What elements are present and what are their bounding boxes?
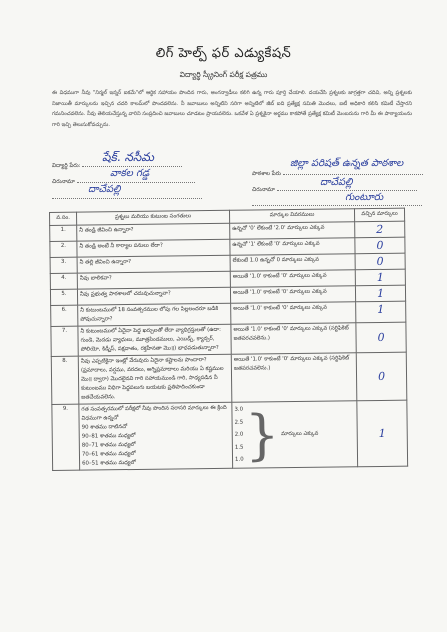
row-rule: లేకుంటే 1.0 ఉన్నచో 0 మార్కులు ఎక్కువ: [230, 254, 355, 272]
row-mark: 1: [376, 286, 385, 300]
form-subtitle: విద్యార్థి స్క్రీనింగ్ పరీక్ష పత్రము: [179, 70, 268, 79]
row-rule: ఉన్నచో '1' లేకుంటే '0' మార్కులు ఎక్కువ: [230, 238, 355, 256]
grade-point: 1.5: [234, 444, 244, 451]
row-mark: 0: [377, 369, 386, 383]
row-number: 1.: [50, 225, 77, 241]
row-question: నీవు ప్రభుత్వ పాఠశాలలో చదువుచున్నావా?: [77, 287, 230, 305]
row-question: నీ కుటుంబములో 18 సంవత్సరముల లోపు గల పిల్లలందరూ బడికి పోవుచున్నారా?: [78, 303, 231, 326]
row-question: నీవు బాలికవా?: [77, 271, 230, 289]
grade-points-list: [234, 404, 243, 467]
table-row: [51, 352, 407, 404]
row-number: 7.: [51, 326, 78, 356]
grade-range: 90 శాతము దాటినచో: [81, 424, 128, 431]
row-number: 3.: [50, 257, 77, 273]
header-marks-obtained: వచ్చిన మార్కులు: [354, 208, 404, 222]
school-name-value: జిల్లా పరిషత్ ఉన్నత పాఠశాల: [290, 158, 404, 169]
row-rule: [232, 401, 358, 469]
row-question: [79, 402, 233, 470]
row-mark: 0: [376, 238, 384, 253]
grade-question-text: గత సంవత్సరములో పరీక్షలో నీవు పొందిన సరాసరి మార్కులు ఈ క్రింది విధముగా ఉన్నచో: [81, 404, 227, 422]
table-row: [51, 322, 406, 356]
address-right-line-2: [252, 199, 422, 208]
header-questions: ప్రశ్నలు మరియు కుటుంబ సంగతులు: [77, 210, 230, 225]
row-question: నీ కుటుంబములో ఏదైనా పెద్ద ఖర్చులతో లేదా వ్యాధిగ్రస్తులతో (ఉదా: గుండె, మెదడు వ్యాధులు, మూత్రపిండములు, ఎయిడ్స్, క్యాన్సర్, పోలియో, కిడ్నీస్, పక్షవాతం, రక్తహీనతా మొ॥) భాధపడుతున్నారా?: [78, 324, 231, 356]
row-mark: 1: [377, 302, 385, 316]
student-name-label: విద్యార్థి పేరు:: [52, 163, 81, 169]
row-rule: అయితే '1.0' కాకుంటే '0' మార్కులు ఎక్కువ: [231, 302, 356, 325]
address-right-value-1: దాచేపల్లి: [320, 177, 353, 188]
school-name-label: పాఠశాల పేరు: [252, 171, 281, 177]
grade-range: 90–81 శాతము మధ్యలో: [81, 432, 136, 440]
table-row: [52, 400, 408, 470]
header-serial: వ.సం.: [50, 212, 77, 225]
row-rule: అయితే '1.0' కాకుంటే '0' మార్కులు ఎక్కువ: [230, 270, 355, 288]
brace-icon: }: [244, 402, 280, 467]
student-name-value: షేక్. నసీమ: [102, 150, 154, 164]
header-marks-details: మార్కుల వివరములు: [229, 209, 354, 224]
row-mark: 0: [377, 330, 385, 344]
grade-range: 70–61 శాతము మధ్యలో: [81, 450, 136, 458]
address-right-value-2: గుంటూరు: [345, 192, 384, 203]
grade-point: 2.5: [234, 419, 244, 426]
grade-range: 80–71 శాతము మధ్యలో: [81, 441, 136, 449]
form-title: లిగ్ హెల్ప్ ఫర్ ఎడ్యుకేషన్: [155, 46, 292, 61]
scoring-table: [49, 208, 408, 471]
grade-range-list: [82, 422, 231, 469]
grade-range: 60–51 శాతము మధ్యలో: [82, 459, 136, 467]
row-question: నీ తండ్రి అంటే నీ కార్యాల పనులు లేదా?: [77, 239, 230, 257]
row-question: నీవు ఎప్పటికైనా ఇంట్లో వేరువురు ఏదైనా కష్టాలను పొందారా? (ప్రమాదాలు, వర్షము, వరదలు, అగ్నిప్రమాదాలు మరియు ఏ కష్టముల మొ॥ ద్వారా) మొదలైనవి గారి సహాయముండి గారి, సాధ్యపడిన నీ కుటుంబము విధిగా పెద్దపలుగు బయటకు ప్రతిపాదించకుండా జతచేయవలెను.: [78, 354, 232, 404]
row-rule: అయితే '1.0' కాకుంటే '0' మార్కులు ఎక్కువ (సర్టిఫికెట్ జతపరచవలెను.): [231, 323, 356, 355]
row-question: నీ తండ్రి జీవించి ఉన్నారా?: [77, 223, 230, 241]
row-mark: 1: [376, 270, 384, 284]
address-line-2: [52, 192, 202, 201]
address-value-2: దాచేపల్లి: [88, 184, 121, 195]
instructions-paragraph: ఈ విధముగా నీవు "నిర్మల్ ఇన్నర్ ఐకమే"లో ఆర్థిక సహాయం పొందిన గారు, అంగన్వాడీలు కలిగి ఉన్న గారు పూర్తి చేయాలి. దయచేసి ప్రశ్నలకు జాగ్రత్తగా చదివి, అన్ని ప్రశ్నలకు నిజాయితీ మార్కులను ఇచ్చిన చదరి కాలమ్‌లో పొందవలెను. నీ జవాబులు అన్నిటిని సరిగా అన్నిటిలో జీబ్ ఐది ప్రత్యేక్ష సమితి మొదలు, ఐటీ అధికారి కలిసి కమిటీ చేస్తారని గమనించవలెను. నీవు తెలియచేస్తున్న వారిని సంప్రదించి జవాబులు చూడటం ప్రాయవలెను. ఒకవేళ ఏ ప్రశ్నకైనా అర్థము కాకపోతే ప్రత్యేక్ష కమిటీ మెంబరును గారి మీ ఈ పాఠ్యాయంను గారి ఇచ్చి తెలుసుకోవచ్చును.: [52, 90, 412, 128]
row-number: 2.: [50, 241, 77, 257]
row-mark: 0: [376, 254, 384, 269]
row-rule: అయితే '1.0' కాకుంటే '0' మార్కులు ఎక్కువ: [230, 286, 355, 304]
row-number: 8.: [51, 356, 79, 404]
row-question: నీ తల్లి జీవించి ఉన్నారా?: [77, 255, 230, 273]
row-mark: 2: [376, 222, 384, 237]
row-number: 4.: [50, 273, 77, 289]
row-rule: అయితే '1.0' కాకుంటే '0' మార్కులు ఎక్కువ (సర్టిఫికెట్ జతపరచవలెను.): [231, 353, 357, 403]
grade-point: 2.0: [234, 431, 244, 438]
row-mark: 1: [378, 426, 386, 440]
address-label: చిరునామా: [52, 179, 75, 185]
address-right-label: చిరునామా: [252, 187, 275, 193]
row-number: 9.: [52, 404, 80, 470]
row-number: 5.: [50, 289, 77, 305]
address-value-1: వాకల గడ్డ: [110, 168, 150, 179]
grade-marks-text: మార్కులు ఎక్కువ: [281, 430, 319, 438]
grade-point: 1.0: [235, 456, 244, 463]
row-number: 6.: [51, 305, 78, 326]
row-rule: ఉన్నచో '0' లేకుంటే '2.0' మార్కులు ఎక్కువ: [230, 222, 355, 240]
grade-point: 3.0: [234, 406, 244, 413]
